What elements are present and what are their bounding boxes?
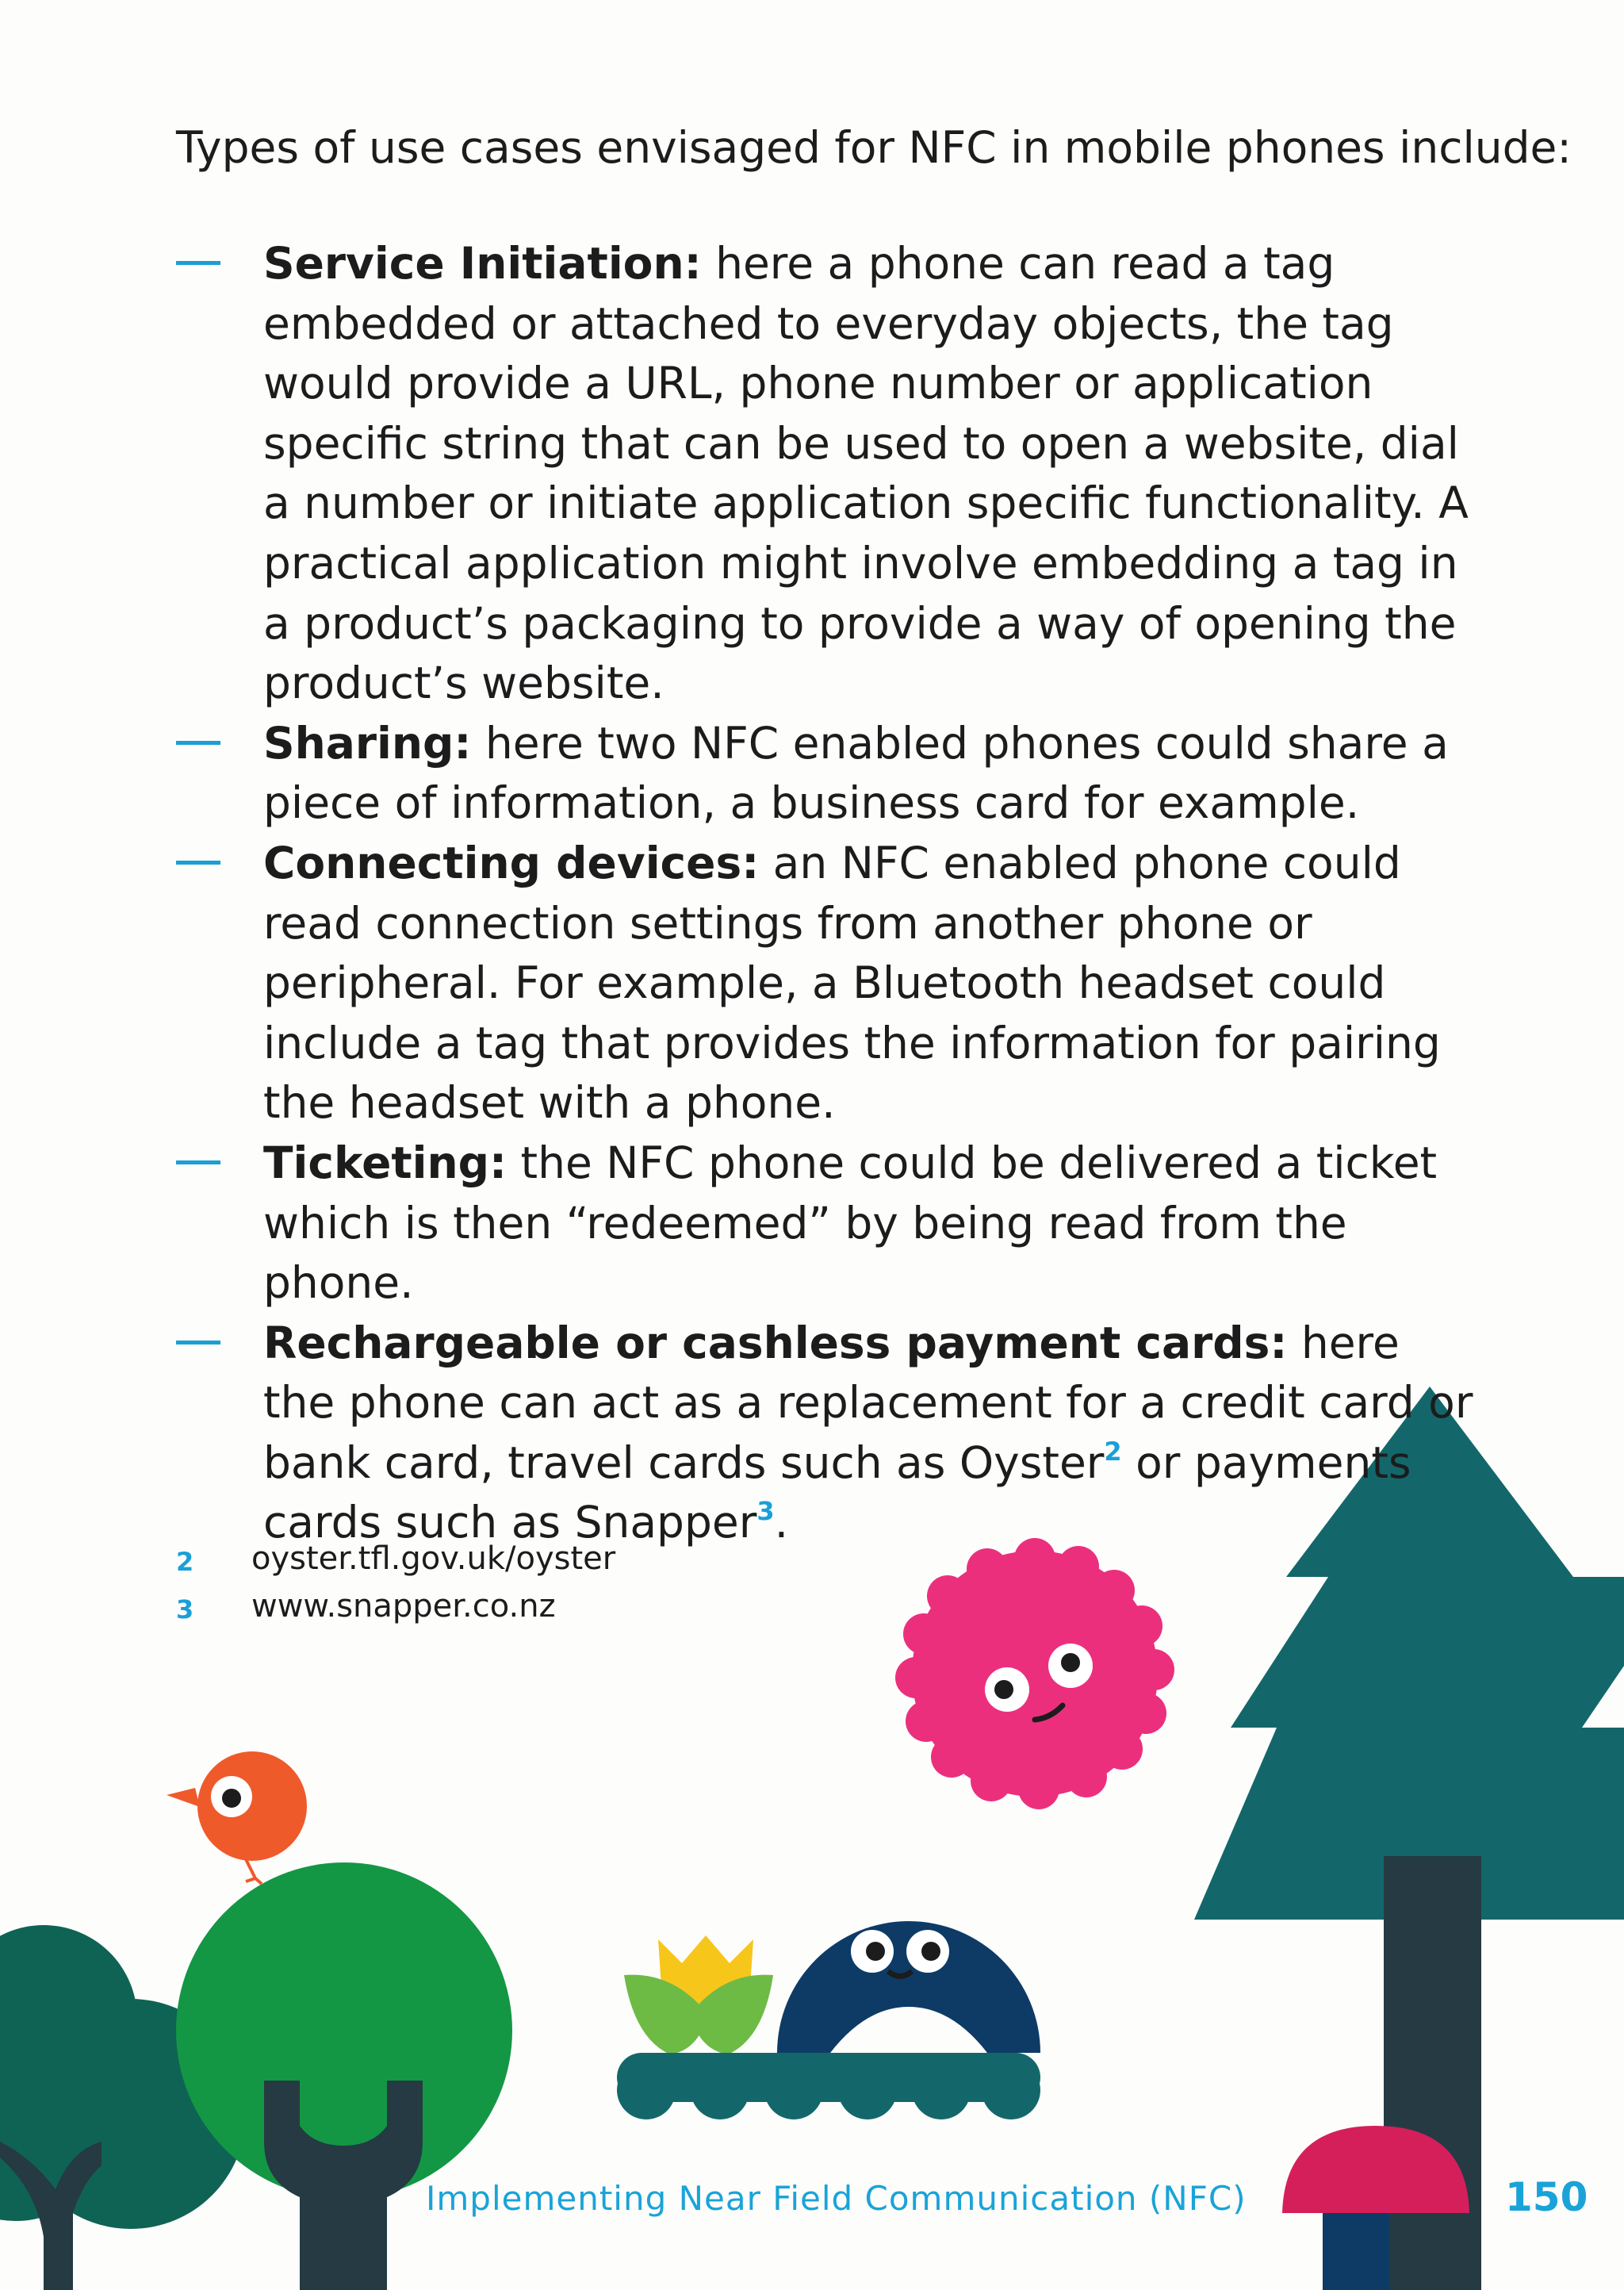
use-case-description: or payments cards such as Snapper <box>263 1437 1411 1548</box>
footnotes <box>176 1535 890 1630</box>
footnote-ref[interactable]: 2 <box>1104 1436 1122 1467</box>
footnote-ref[interactable]: 3 <box>756 1496 775 1527</box>
footnote-number: 2 <box>176 1547 194 1577</box>
use-case-term: Rechargeable or cashless payment cards: <box>263 1317 1288 1368</box>
use-case-description: an NFC enabled phone could read connection settings from another phone or peripheral. For example, a Bluetooth headset could include a tag that provides the information for pairing the headset with a phone. <box>263 837 1441 1129</box>
dash-bullet-icon <box>176 741 220 745</box>
use-case-list <box>176 234 1477 1553</box>
bush-icon <box>176 1862 512 2290</box>
footnote-link[interactable]: oyster.tfl.gov.uk/oyster <box>251 1540 616 1577</box>
platform-icon <box>617 2053 1040 2119</box>
use-case-term: Ticketing: <box>263 1137 508 1188</box>
use-case-term: Connecting devices: <box>263 837 760 888</box>
use-case-description: here two NFC enabled phones could share a piece of information, a business card for example. <box>263 717 1449 829</box>
use-case-term: Sharing: <box>263 717 472 769</box>
dash-bullet-icon <box>176 1341 220 1344</box>
page-number: 150 <box>1505 2174 1588 2220</box>
footnote-number: 3 <box>176 1594 194 1624</box>
intro-paragraph: Types of use cases envisaged for NFC in mobile phones include: <box>176 122 1572 173</box>
dash-bullet-icon <box>176 1160 220 1164</box>
list-item <box>176 714 1477 834</box>
list-item <box>176 1314 1477 1553</box>
use-case-description: . <box>774 1497 789 1548</box>
list-item <box>176 834 1477 1133</box>
footnote <box>176 1535 890 1582</box>
blob-creature-icon <box>895 1538 1174 1809</box>
use-case-description: here the phone can act as a replacement for a credit card or bank card, travel cards such as Oyster <box>263 1317 1473 1488</box>
footnote <box>176 1582 890 1630</box>
list-item <box>176 1133 1477 1314</box>
use-case-description: the NFC phone could be delivered a ticket which is then “redeemed” by being read from the phone. <box>263 1137 1438 1309</box>
flower-icon <box>624 1935 773 2054</box>
navy-creature-icon <box>777 1921 1040 2053</box>
dash-bullet-icon <box>176 861 220 865</box>
list-item <box>176 234 1477 714</box>
bird-icon <box>167 1751 307 1884</box>
use-case-description: here a phone can read a tag embedded or attached to everyday objects, the tag would provide a URL, phone number or application specific string that can be used to open a website, dial a number or initiate application specific functionality. A practical application might involve embedding a tag in a product’s packaging to provide a way of opening the product’s website. <box>263 238 1469 709</box>
footnote-link[interactable]: www.snapper.co.nz <box>251 1588 556 1624</box>
use-case-term: Service Initiation: <box>263 238 702 289</box>
footer-title: Implementing Near Field Communication (NFC) <box>426 2179 1247 2218</box>
dash-bullet-icon <box>176 261 220 265</box>
